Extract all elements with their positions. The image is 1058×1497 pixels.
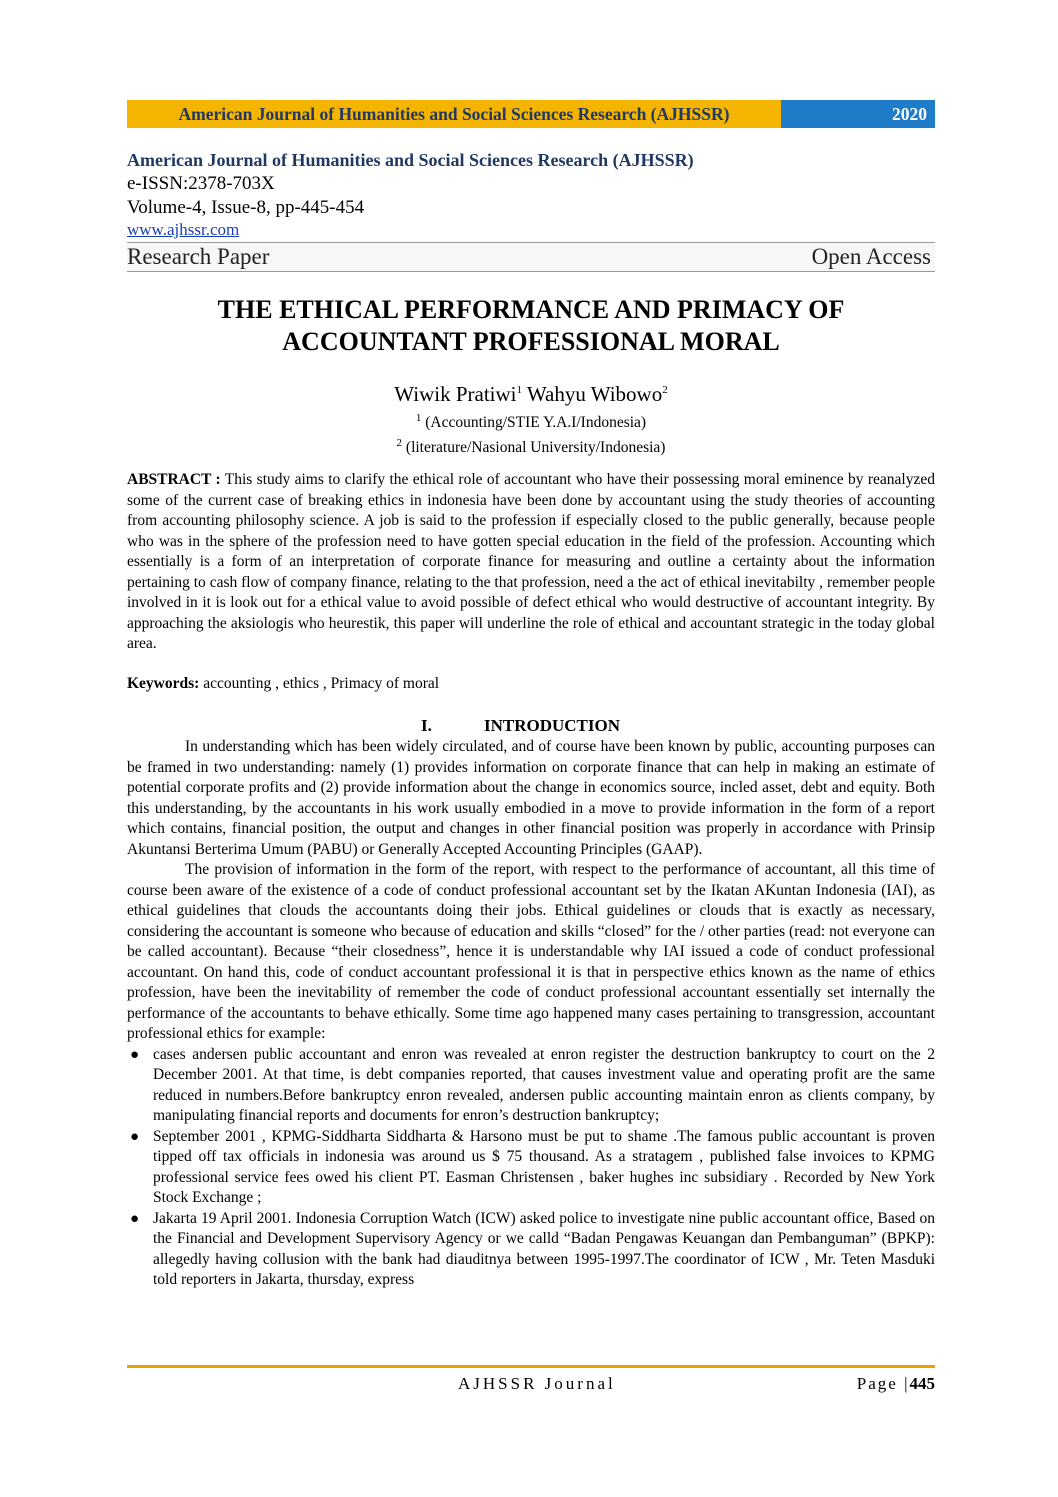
affiliation-2: $^2$ (literature/Nasional University/Indonesia) — [396, 437, 666, 457]
example-list — [127, 1045, 935, 1291]
paragraph-2: The provision of information in the form of the report, with respect to the performance of accountant, all this time of course been aware of the existence of a code of conduct professional accountant set by the Ikatan AKuntan Indonesia (IAI), as ethical guidelines that clouds the accountants doing their jobs. Ethical guidelines or clouds that is exactly as necessary, considering the accountant is someone who because of education and skills “closed” for the / other parties (read: not everyone can be called accountant). Because “their closedness”, hence it is understandable why IAI issued a code of conduct professional accountant. On hand this, code of conduct accountant professional it is that in perspective ethics known as the name of ethics profession, have been the inevitability of remember the code of conduct professional accountant essentially set internally the performance of the accountants to behave ethically. Some time ago happened many cases pertaining to transgression, accountant professional ethics for example: — [127, 861, 935, 1042]
body-text — [127, 737, 935, 1291]
paper-type: Research Paper — [127, 244, 270, 269]
keywords-text: accounting , ethics , Primacy of moral — [203, 675, 440, 692]
keywords-label: Keywords: — [127, 675, 200, 692]
website-link[interactable]: www.ajhssr.com — [127, 220, 240, 239]
issn-value: 2378-703X — [188, 173, 275, 194]
article-meta — [127, 148, 935, 272]
issn-line — [127, 172, 935, 196]
abstract-text: This study aims to clarify the ethical role of accountant who have their possessing moral eminence by reanalyzed some of the current case of breaking ethics in indonesia have been done by accountant using the study theories of accounting from accounting philosophy science. A job is said to the profession if especially closed to the public generally, because people who was in the sphere of the profession need to have gotten special education in the field of the profession. Accounting which essentially is a form of an interpretation of corporate finance for measuring and outline a certainty about the information pertaining to cash flow of company finance, relating to the that profession, need a the act of ethical inevitabilty , remember people involved in it is look out for a ethical value to avoid possible of defect ethical who would destructive of accountant integrity. By approaching the aksiologis who heurestik, this paper will underline the role of ethical and accountant strategic in the today global area. — [127, 471, 935, 652]
bullet-icon: ● — [130, 1128, 140, 1145]
list-item: ● September 2001 , KPMG-Siddharta Siddharta & Harsono must be put to shame .The famous public accountant is proven tipped off tax officials in indonesia was around us $ 75 thousand. As a stratagem , published false invoices to KPMG professional service fees owed his client PT. Easman Christensen , baker hughes inc subsidiary . Recorded by New York Stock Exchange ; — [130, 1127, 935, 1206]
section-title: INTRODUCTION — [484, 716, 621, 735]
authors-block — [127, 376, 935, 458]
author-2-sup: 2 — [662, 384, 668, 396]
list-item: ● cases andersen public accountant and enron was revealed at enron register the destruction bankruptcy to court on the 2 December 2001. At that time, is debt companies reported, that causes investment value and operating profit are the same reduced in numbers.Before bankruptcy enron revealed, andersen public accounting maintain enron as clients company, by manipulating financial reports and documents for enron’s destruction bankruptcy; — [130, 1045, 935, 1124]
footer-journal: AJHSSR Journal — [458, 1374, 616, 1393]
keywords — [127, 674, 935, 695]
bullet-icon: ● — [130, 1046, 140, 1063]
author-1-sup: 1 — [516, 384, 523, 396]
access-type: Open Access — [811, 244, 931, 269]
meta-journal-title: American Journal of Humanities and Social Sciences Research (AJHSSR) — [127, 150, 694, 170]
paragraph-1: In understanding which has been widely circulated, and of course have been known by public, accounting purposes can be framed in two understanding: namely (1) provides information on corporate finance that can help in making an estimate of potential corporate profits and (2) provide information about the change in economics source, incled asset, debt and equity. Both this understanding, by the accountants in his work usually embodied in a move to provide information in the form of a report which contains, financial position, the output and changes in other financial position was properly in accordance with Prinsip Akuntansi Berterima Umum (PABU) or Generally Accepted Accounting Principles (GAAP). — [127, 738, 935, 858]
paper-type-row — [127, 242, 935, 272]
paper-title — [127, 294, 935, 358]
header-year: 2020 — [781, 100, 935, 128]
volume-line: Volume-4, Issue-8, pp-445-454 — [127, 197, 365, 218]
section-number: I. — [421, 716, 432, 735]
author-names — [127, 376, 935, 408]
author-1: Wiwik Pratiwi — [394, 382, 517, 406]
affiliation-1: $^1$ (Accounting/STIE Y.A.I/Indonesia) — [415, 412, 647, 432]
title-line-2: ACCOUNTANT PROFESSIONAL MORAL — [282, 327, 780, 356]
list-item: ● Jakarta 19 April 2001. Indonesia Corruption Watch (ICW) asked police to investigate nine public accountant office, Based on the Financial and Development Supervisory Agency or we calld “Badan Pengawas Keuangan dan Pembanguman” (BPKP): allegedly having collusion with the bank had diauditnya between 1995-1997.The coordinator of ICW , Mr. Teten Masduki told reporters in Jakarta, thursday, express — [130, 1209, 935, 1288]
title-line-1: THE ETHICAL PERFORMANCE AND PRIMACY OF — [217, 295, 845, 324]
page-number: Page |445 — [856, 1374, 935, 1393]
author-2: Wahyu Wibowo — [526, 382, 663, 406]
header-journal-title: American Journal of Humanities and Social Sciences Research (AJHSSR) — [127, 100, 781, 128]
bullet-icon: ● — [130, 1210, 140, 1227]
issn-label: e-ISSN: — [127, 173, 189, 194]
footer-divider — [127, 1365, 935, 1368]
abstract — [127, 470, 935, 655]
running-header — [127, 100, 935, 128]
abstract-label: ABSTRACT : — [127, 471, 221, 488]
